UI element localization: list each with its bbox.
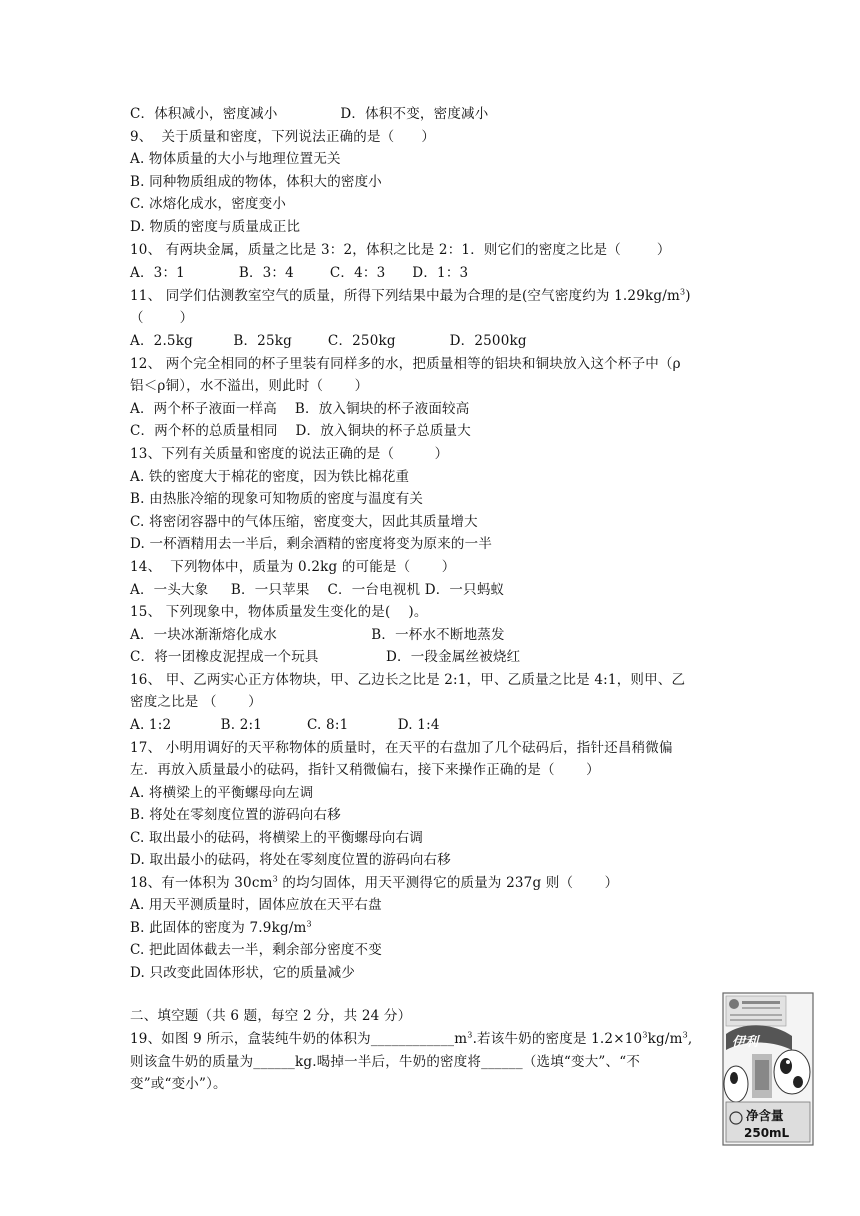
- q17-stem: 17、 小明用调好的天平称物体的质量时，在天平的右盘加了几个砝码后，指针还昌稍微偏: [130, 740, 673, 756]
- q15-stem: 15、 下列现象中，物体质量发生变化的是( )。: [130, 604, 428, 620]
- brand-logo-text: 伊利: [732, 1035, 759, 1050]
- q16-stem-cont: 密度之比是 （ ）: [130, 694, 262, 710]
- q8-options-cd: C．体积减小，密度减小 D．体积不变，密度减小: [130, 106, 489, 122]
- q17-option-d: D. 取出最小的砝码，将处在零刻度位置的游码向右移: [130, 852, 451, 868]
- q17-stem-cont: 左．再放入质量最小的砝码，指针又稍微偏右，接下来操作正确的是（ ）: [130, 762, 600, 778]
- q11-stem: 11、 同学们估测教室空气的质量，所得下列结果中最为合理的是(空气密度约为 $1.29kg/m^3$): [130, 287, 691, 304]
- q9-option-d: D. 物质的密度与质量成正比: [130, 219, 301, 235]
- section-fill-in-heading: 二、填空题（共 6 题，每空 2 分，共 24 分）: [130, 1008, 412, 1024]
- q11-options: A．2.5kg B．25kg C．250kg D．2500kg: [130, 333, 527, 349]
- q16-stem: 16、 甲、乙两实心正方体物块，甲、乙边长之比是 2:1，甲、乙质量之比是 4:1，则甲、乙: [130, 672, 686, 688]
- net-content-label: 净含量: [746, 1108, 784, 1123]
- q10-options: A．3：1 B．3：4 C．4：3 D．1：3: [130, 265, 469, 281]
- q12-options-ab: A．两个杯子液面一样高 B．放入铜块的杯子液面较高: [130, 401, 470, 417]
- milk-carton-figure: [722, 992, 814, 1146]
- q17-option-a: A. 将横梁上的平衡螺母向左调: [130, 785, 314, 801]
- q19-stem-end: 变”或“变小”）。: [130, 1076, 227, 1092]
- q14-options: A．一头大象 B．一只苹果 C．一台电视机 D．一只蚂蚁: [130, 582, 505, 598]
- q13-option-d: D. 一杯酒精用去一半后，剩余酒精的密度将变为原来的一半: [130, 536, 493, 552]
- q19-stem-cont: 则该盒牛奶的质量为______kg.喝掉一半后，牛奶的密度将______（选填“变大”、“不: [130, 1054, 641, 1070]
- q18-stem: 18、有一体积为 $30cm^3$ 的均匀固体，用天平测得它的质量为 237g 则（ ）: [130, 874, 619, 891]
- q18-option-d: D. 只改变此固体形状，它的质量减少: [130, 965, 356, 981]
- q17-option-b: B. 将处在零刻度位置的游码向右移: [130, 807, 341, 823]
- q13-stem: 13、下列有关质量和密度的说法正确的是（ ）: [130, 446, 449, 462]
- q17-option-c: C. 取出最小的砝码，将横梁上的平衡螺母向右调: [130, 830, 424, 846]
- q11-answer-bracket: （ ）: [130, 310, 194, 326]
- q18-option-b: B. 此固体的密度为 $7.9kg/m^3$: [130, 919, 312, 936]
- q15-options-ab: A．一块冰渐渐熔化成水 B．一杯水不断地蒸发: [130, 627, 505, 643]
- q9-option-b: B. 同种物质组成的物体，体积大的密度小: [130, 174, 383, 190]
- q18-option-c: C. 把此固体截去一半，剩余部分密度不变: [130, 942, 382, 958]
- q13-option-c: C. 将密闭容器中的气体压缩，密度变大，因此其质量增大: [130, 514, 478, 530]
- q9-stem: 9、 关于质量和密度，下列说法正确的是（ ）: [130, 129, 436, 145]
- q9-option-c: C. 冰熔化成水，密度变小: [130, 196, 287, 212]
- q16-options: A. 1:2 B. 2:1 C. 8:1 D. 1:4: [130, 717, 440, 733]
- q10-stem: 10、 有两块金属，质量之比是 3：2，体积之比是 2：1．则它们的密度之比是（ ）: [130, 242, 671, 258]
- q18-option-a: A. 用天平测质量时，固体应放在天平右盘: [130, 897, 382, 913]
- q12-stem-cont: 铝＜ρ铜），水不溢出，则此时（ ）: [130, 378, 369, 394]
- q12-stem: 12、 两个完全相同的杯子里装有同样多的水，把质量相等的铝块和铜块放入这个杯子中（ρ: [130, 356, 681, 372]
- q19-stem: 19、如图 9 所示，盒装纯牛奶的体积为$\_\_\_\_\_\_\_\_\_\_\_\_m^3$.若该牛奶的密度是 $1.2\times 10^3kg/m^3$,: [130, 1030, 693, 1047]
- q13-option-b: B. 由热胀冷缩的现象可知物质的密度与温度有关: [130, 491, 424, 507]
- q12-options-cd: C．两个杯的总质量相同 D．放入铜块的杯子总质量大: [130, 423, 471, 439]
- volume-label: 250mL: [744, 1126, 790, 1140]
- q15-options-cd: C．将一团橡皮泥捏成一个玩具 D．一段金属丝被烧红: [130, 649, 521, 665]
- q14-stem: 14、 下列物体中，质量为 0.2kg 的可能是（ ）: [130, 559, 456, 575]
- q9-option-a: A. 物体质量的大小与地理位置无关: [130, 151, 341, 167]
- q13-option-a: A. 铁的密度大于棉花的密度，因为铁比棉花重: [130, 469, 410, 485]
